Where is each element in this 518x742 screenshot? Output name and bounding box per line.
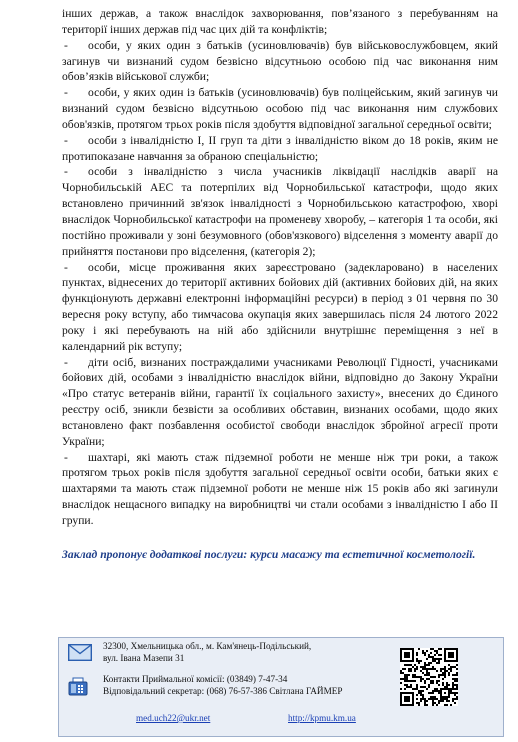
list-item: - шахтарі, які мають стаж підземної роботи не менше ніж три роки, а також протягом трьох років після здобуття загальної середньої освіти особи, батьки яких є шахтарями та мають стаж підземної роботи не менше ніж 15 років або які загинули внаслідок нещасного випадку на виробництві чи стали особами з інвалідністю I або II групи.	[62, 450, 498, 527]
list-dash: -	[64, 133, 68, 147]
secretary-phone: Відповідальний секретар: (068) 76-57-386 Світлана ГАЙМЕР	[103, 685, 343, 696]
envelope-icon	[68, 644, 92, 661]
list-dash: -	[64, 450, 68, 464]
phone-fax-icon	[68, 677, 88, 696]
list-item: - діти осіб, визнаних постраждалими учасниками Революції Гідності, учасниками бойових дій, особами з інвалідністю внаслідок війни, відповідно до Закону України «Про статус ветеранів війни, гарантії їх соціального захисту», внесених до Єдиного реєстру осіб, зникли безвісти за особливих обставин, визнаних особами, щодо яких встановлено факт позбавлення особистої свободи внаслідок збройної агресії проти України;	[62, 355, 498, 448]
list-dash: -	[64, 38, 68, 52]
phone-block	[103, 674, 342, 697]
email-link[interactable]: med.uch22@ukr.net	[136, 713, 211, 723]
additional-services-note: Заклад пропонує додаткові послуги: курси масажу та естетичної косметології.	[62, 547, 476, 561]
address-block	[103, 641, 311, 664]
list-item: - особи з інвалідністю з числа учасників ліквідації наслідків аварії на Чорнобильській АЕС та потерпілих від Чорнобильської катастрофи, щодо яких встановлено причинний зв'язок інвалідності з Чорнобильською катастрофою, хворі внаслідок Чорнобильської катастрофи на променеву хворобу, – категорія 1 та особи, які постійно проживали у зоні безумовного (обов'язкового) відселення з моменту аварії до прийняття постанови про відселення, (категорія 2);	[62, 165, 498, 258]
list-dash: -	[64, 260, 68, 274]
list-dash: -	[64, 355, 68, 369]
qr-code	[400, 648, 458, 706]
list-item: - особи, місце проживання яких зареєстровано (задекларовано) в населених пунктах, віднесених до території активних бойових дій (активних бойових дій, на яких функціонують державні електронні інформаційні ресурси) в період з 01 червня по 30 вересня року вступу, або тимчасова окупація яких завершилась після 24 лютого 2022 року і які перебувають на ній або здійснили внутрішнє переміщення з неї в календарний рік вступу;	[62, 260, 498, 353]
list-dash: -	[64, 165, 68, 179]
list-item: - особи, у яких один із батьків (усиновлювачів) був поліцейським, який загинув чи визнаний судом безвісно відсутньою особою під час виконання ним службових обов'язків, протягом трьох років після здобуття відповідної загальної середньої освіти;	[62, 86, 498, 131]
address-line-2: вул. Івана Мазепи 31	[103, 652, 185, 663]
intro-paragraph: інших держав, а також внаслідок захворювання, пов’язаного з перебуванням на території інших держав під час цих дій та конфліктів;	[62, 7, 498, 36]
admissions-phone: Контакти Приймальної комісії: (03849) 7-47-34	[103, 674, 288, 684]
list-item: - особи, у яких один з батьків (усиновлювачів) був військовослужбовцем, який загинув чи визнаний судом безвісно відсутньою особою під час виконання ним обов’язків військової служби;	[62, 38, 498, 84]
website-link[interactable]: http://kpmu.km.ua	[288, 713, 356, 723]
list-item: - особи з інвалідністю I, II груп та діти з інвалідністю віком до 18 років, яким не протипоказане навчання за обраною спеціальністю;	[62, 133, 498, 163]
eligibility-list	[62, 38, 498, 529]
contact-footer	[58, 637, 504, 737]
address-line-1: 32300, Хмельницька обл., м. Кам'янець-Подільський,	[103, 641, 312, 651]
document-body	[62, 6, 498, 574]
list-dash: -	[64, 86, 68, 100]
